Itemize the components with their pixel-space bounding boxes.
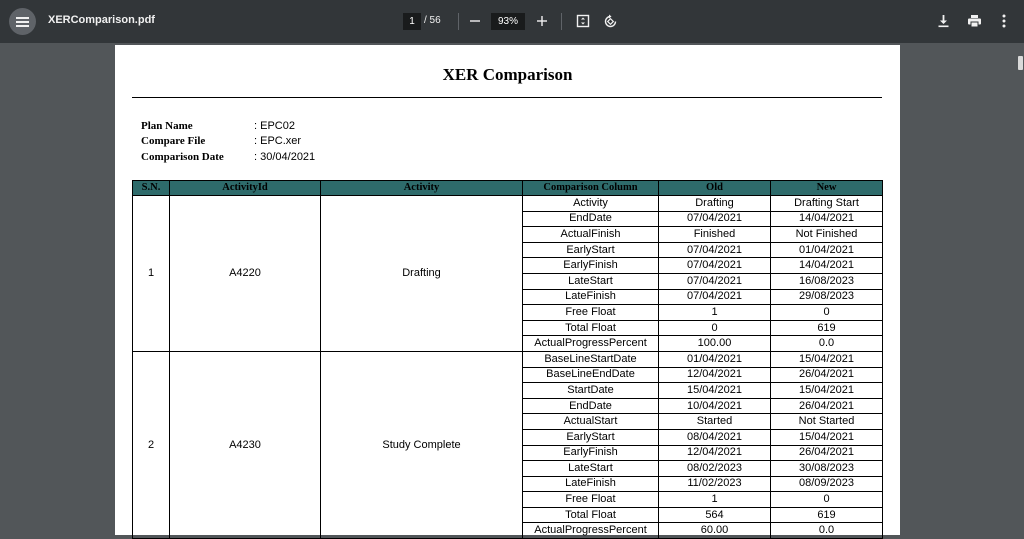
zoom-out-button[interactable] [464,10,486,32]
cell-new: 26/04/2021 [771,445,883,461]
cell-old: 07/04/2021 [659,273,771,289]
cell-comparison-column: StartDate [523,383,659,399]
meta-label: Compare File [141,135,206,147]
cell-comparison-column: ActualStart [523,414,659,430]
cell-comparison-column: Free Float [523,492,659,508]
cell-comparison-column: Activity [523,196,659,212]
cell-old: 01/04/2021 [659,351,771,367]
cell-activity: Drafting [321,196,523,352]
cell-comparison-column: EndDate [523,211,659,227]
cell-sn: 1 [133,196,170,352]
cell-old: 10/04/2021 [659,398,771,414]
cell-new: 14/04/2021 [771,211,883,227]
cell-old: 100.00 [659,336,771,352]
pdf-toolbar [0,0,1024,43]
cell-old: 1 [659,492,771,508]
page-number-input[interactable]: 1 [403,13,421,30]
cell-new: Not Finished [771,227,883,243]
cell-comparison-column: Free Float [523,305,659,321]
scrollbar-track[interactable] [1016,43,1024,525]
cell-old: 564 [659,507,771,523]
cell-new: 16/08/2023 [771,273,883,289]
table-body [133,196,883,539]
cell-new: 26/04/2021 [771,367,883,383]
cell-comparison-column: ActualProgressPercent [523,336,659,352]
meta-label: Comparison Date [141,151,224,163]
comparison-table [132,180,883,539]
menu-button[interactable] [9,8,36,35]
cell-comparison-column: EarlyStart [523,429,659,445]
cell-old: 12/04/2021 [659,445,771,461]
rotate-button[interactable] [599,10,621,32]
meta-label: Plan Name [141,120,193,132]
cell-new: 01/04/2021 [771,242,883,258]
printer-icon [967,14,982,28]
page-total: / 56 [424,15,441,26]
more-vert-icon [1002,14,1006,28]
title-divider [132,97,882,98]
header-activity: Activity [321,181,523,196]
cell-comparison-column: EarlyFinish [523,445,659,461]
cell-new: 14/04/2021 [771,258,883,274]
cell-new: 619 [771,320,883,336]
cell-sn: 2 [133,351,170,538]
plus-icon [536,15,548,27]
cell-activity-id: A4220 [170,196,321,352]
download-button[interactable] [932,10,954,32]
cell-old: 15/04/2021 [659,383,771,399]
cell-comparison-column: Total Float [523,320,659,336]
cell-comparison-column: EndDate [523,398,659,414]
zoom-in-button[interactable] [531,10,553,32]
cell-comparison-column: BaseLineEndDate [523,367,659,383]
meta-value: : EPC02 [254,120,295,132]
cell-new: Drafting Start [771,196,883,212]
cell-comparison-column: LateFinish [523,289,659,305]
cell-old: 07/04/2021 [659,258,771,274]
cell-comparison-column: LateFinish [523,476,659,492]
scrollbar-thumb[interactable] [1018,56,1023,70]
header-sn: S.N. [133,181,170,196]
meta-value: : EPC.xer [254,135,302,147]
header-comparison-column: Comparison Column [523,181,659,196]
cell-activity-id: A4230 [170,351,321,538]
cell-new: 619 [771,507,883,523]
pdf-page [115,45,900,535]
cell-comparison-column: ActualFinish [523,227,659,243]
cell-new: 08/09/2023 [771,476,883,492]
print-button[interactable] [963,10,985,32]
cell-old: 12/04/2021 [659,367,771,383]
cell-old: 08/04/2021 [659,429,771,445]
cell-comparison-column: LateStart [523,273,659,289]
table-row [133,351,883,367]
table-row [133,196,883,212]
fit-page-button[interactable] [572,10,594,32]
cell-new: 15/04/2021 [771,351,883,367]
toolbar-divider [458,13,459,30]
cell-old: 11/02/2023 [659,476,771,492]
cell-old: Drafting [659,196,771,212]
cell-new: 15/04/2021 [771,429,883,445]
table-header-row [133,181,883,196]
cell-old: 07/04/2021 [659,211,771,227]
meta-value: : 30/04/2021 [254,151,316,163]
cell-new: 0 [771,492,883,508]
cell-activity: Study Complete [321,351,523,538]
cell-comparison-column: Total Float [523,507,659,523]
rotate-icon [603,14,618,29]
cell-comparison-column: BaseLineStartDate [523,351,659,367]
cell-old: Started [659,414,771,430]
cell-new: 15/04/2021 [771,383,883,399]
file-title: XERComparison.pdf [48,14,155,26]
more-options-button[interactable] [993,10,1015,32]
cell-comparison-column: ActualProgressPercent [523,523,659,539]
cell-new: Not Started [771,414,883,430]
cell-old: 08/02/2023 [659,461,771,477]
cell-new: 29/08/2023 [771,289,883,305]
cell-comparison-column: LateStart [523,461,659,477]
cell-comparison-column: EarlyFinish [523,258,659,274]
cell-old: Finished [659,227,771,243]
hamburger-icon [16,17,29,27]
minus-icon [469,15,481,27]
cell-comparison-column: EarlyStart [523,242,659,258]
cell-old: 07/04/2021 [659,289,771,305]
cell-new: 30/08/2023 [771,461,883,477]
cell-old: 07/04/2021 [659,242,771,258]
cell-old: 60.00 [659,523,771,539]
cell-new: 0.0 [771,523,883,539]
toolbar-divider [561,13,562,30]
fit-to-page-icon [576,14,590,28]
header-new: New [771,181,883,196]
zoom-input[interactable]: 93% [491,13,525,30]
document-title: XER Comparison [442,65,573,84]
cell-old: 1 [659,305,771,321]
cell-new: 0 [771,305,883,321]
cell-old: 0 [659,320,771,336]
cell-new: 0.0 [771,336,883,352]
header-old: Old [659,181,771,196]
cell-new: 26/04/2021 [771,398,883,414]
download-icon [937,14,950,28]
header-activity-id: ActivityId [170,181,321,196]
